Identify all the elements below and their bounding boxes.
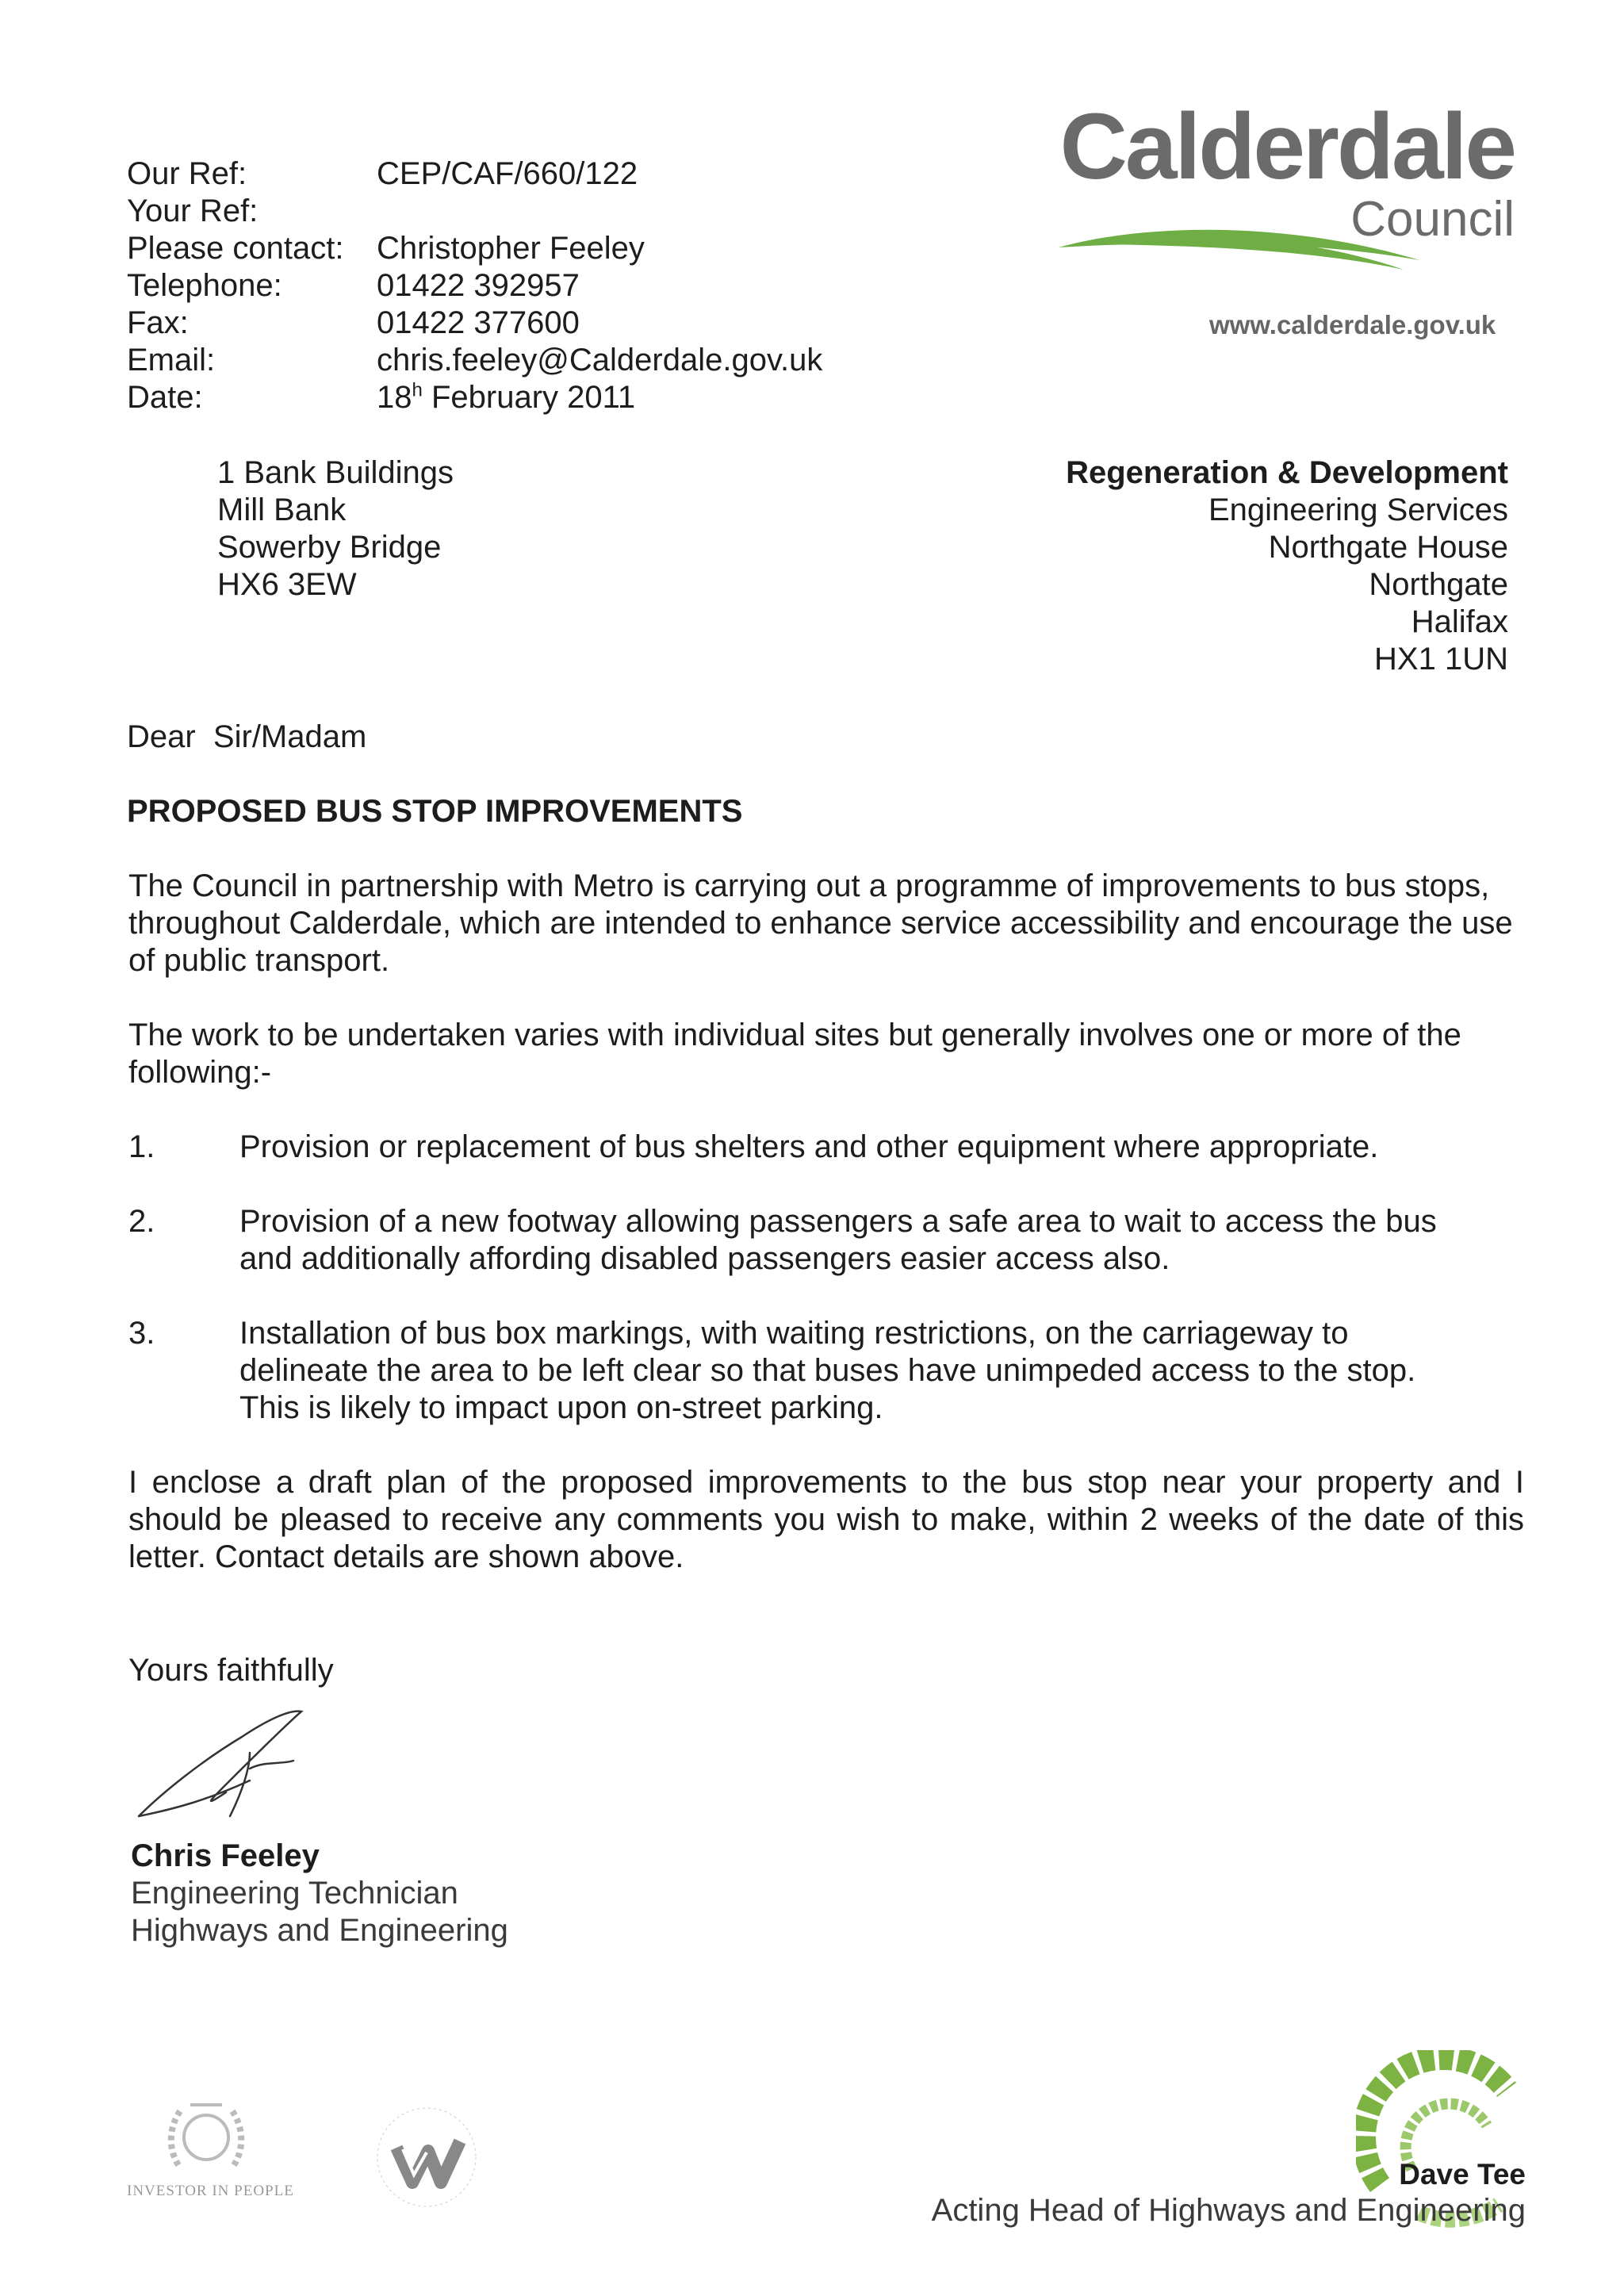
sign-off: Yours faithfully [128,1653,334,1688]
item-text: Provision of a new footway allowing passengers a safe area to wait to access the bus and additionally affording disabled passengers easier access also. [239,1204,1437,1276]
ref-label: Email: [127,343,216,378]
council-website: www.calderdale.gov.uk [1209,310,1496,339]
sender-line: HX1 1UN [1374,642,1508,677]
laurel-wreath-icon [159,2094,254,2181]
sender-line: Northgate House [1268,530,1508,565]
ref-value: 01422 377600 [377,305,580,340]
sender-department: Regeneration & Development [1066,455,1508,490]
body-paragraph: The Council in partnership with Metro is carrying out a programme of improvements to bus stops, throughout Calderdale, which are intended to enhance service accessibility and encourage the use of public transport. [128,868,1513,978]
address-line: Mill Bank [217,493,347,527]
address-line: 1 Bank Buildings [217,455,454,490]
ref-label: Your Ref: [127,194,259,228]
sender-line: Halifax [1411,604,1508,639]
logo-name: Calderdale [1059,94,1515,199]
ref-label: Telephone: [127,268,282,303]
council-logo [1055,95,1515,286]
address-line: Sowerby Bridge [217,530,442,565]
date-value: 18$^h$ February 2011 [377,379,636,415]
ref-value: chris.feeley@Calderdale.gov.uk [377,343,823,378]
closing-paragraph: I enclose a draft plan of the proposed improvements to the bus stop near your property and I should be pleased to receive any comments you wish to make, within 2 weeks of the date of this letter. Contact details are shown above. [128,1465,1524,1574]
ref-label: Fax: [127,305,189,340]
ref-label: Our Ref: [127,156,247,191]
subject-heading: PROPOSED BUS STOP IMPROVEMENTS [127,794,743,829]
head-name: Dave Tee [1399,2158,1526,2191]
address-line: HX6 3EW [217,567,357,602]
sender-address [1066,454,1508,678]
ref-value: CEP/CAF/660/122 [377,156,638,191]
ref-label: Please contact: [127,231,344,266]
sender-line: Northgate [1369,567,1508,602]
item-number: 1. [128,1129,155,1164]
positive-about-disabled-logo [355,2086,498,2229]
signature-image [131,1705,321,1824]
investor-in-people-logo [127,2094,309,2197]
ref-value: Christopher Feeley [377,231,645,266]
item-number: 2. [128,1204,155,1239]
sender-line: Engineering Services [1208,493,1508,527]
signatory-title: Engineering Technician [131,1876,458,1911]
item-text: Provision or replacement of bus shelters and other equipment where appropriate. [239,1129,1379,1164]
salutation: Dear Sir/Madam [127,719,367,754]
body-paragraph: The work to be undertaken varies with individual sites but generally involves one or more of the following:- [128,1018,1461,1090]
head-title: Acting Head of Highways and Engineering [931,2193,1526,2228]
investor-text: INVESTOR IN PEOPLE [127,2183,294,2199]
ref-value: 01422 392957 [377,268,580,303]
signatory-name: Chris Feeley [131,1838,320,1873]
disability-tick-icon [355,2086,498,2229]
item-number: 3. [128,1316,155,1351]
ref-label: Date: [127,380,203,415]
logo-sub: Council [1350,192,1515,247]
item-text: Installation of bus box markings, with waiting restrictions, on the carriageway to delineate the area to be left clear so that buses have unimpeded access to the stop. This is likely to impact upon on-street parking. [239,1316,1416,1425]
signatory-department: Highways and Engineering [131,1913,508,1948]
recipient-address [217,454,454,604]
